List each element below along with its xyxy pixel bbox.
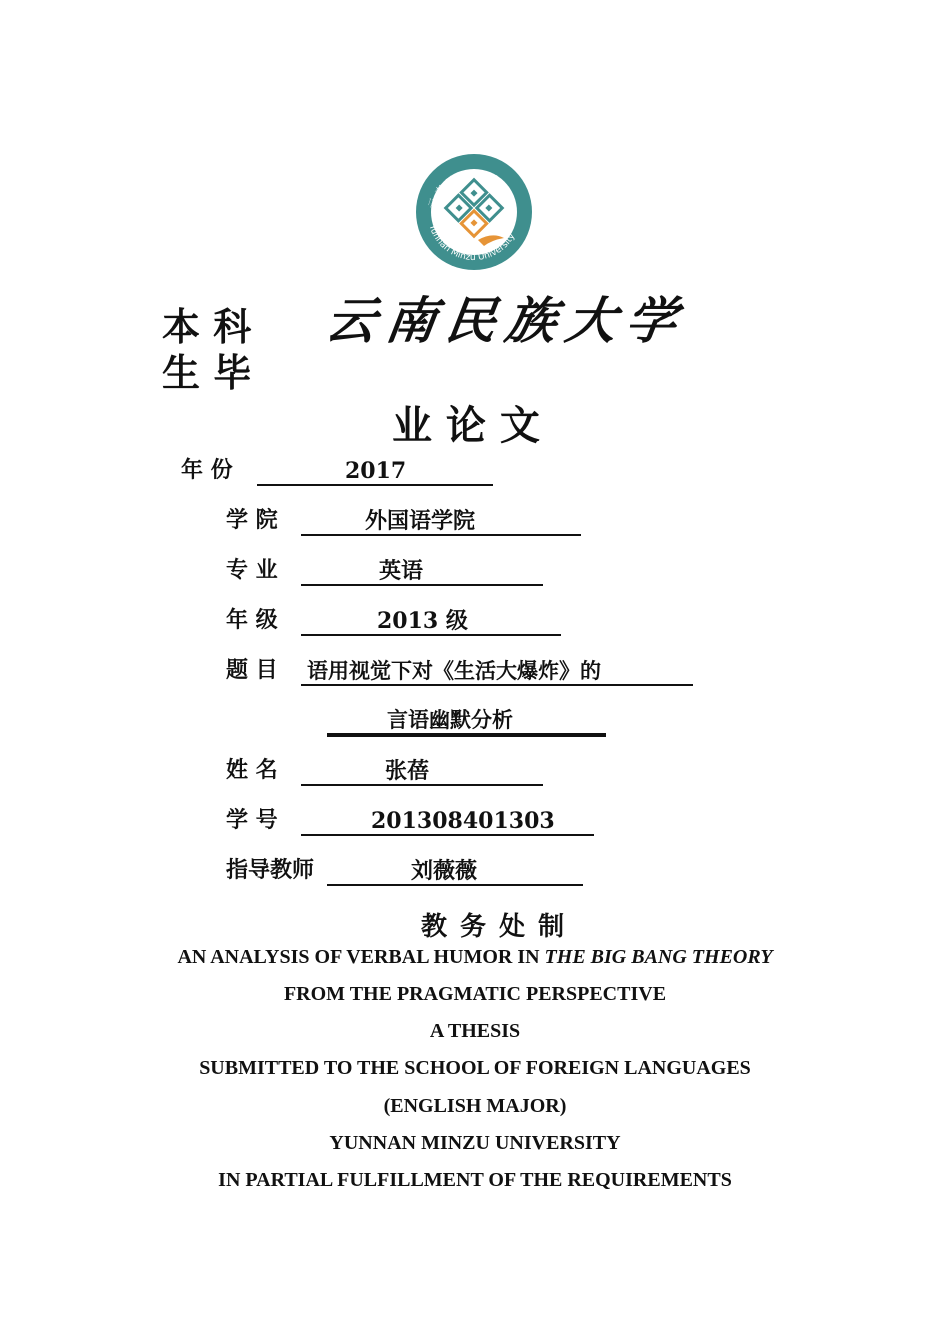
heading-row2-left: 生 毕 [162,351,252,395]
name-label: 姓 名 [226,757,278,783]
heading-row3: 业 论 文 [392,403,540,449]
major-field [301,558,543,586]
name-value: 张蓓 [385,758,430,784]
english-title-line1 [0,947,950,967]
english-fulfillment-line: IN PARTIAL FULFILLMENT OF THE REQUIREMENTS [218,1169,732,1191]
advisor-field [327,858,583,886]
svg-text:Yunnan Minzu University: Yunnan Minzu University [426,223,518,264]
title-value-line2: 言语幽默分析 [387,707,513,732]
title-value-line1: 语用视觉下对《生活大爆炸》的 [307,658,601,683]
university-seal-logo [408,148,540,274]
english-submitted-line: SUBMITTED TO THE SCHOOL OF FOREIGN LANGUAGES [199,1057,751,1079]
title-field-line2 [327,707,606,737]
issuing-office: 教 务 处 制 [421,912,567,942]
title-label: 题 目 [226,657,278,683]
grade-value: 2013 级 [377,608,468,634]
english-thesis-line: A THESIS [429,1020,521,1042]
english-title-line1-text: AN ANALYSIS OF VERBAL HUMOR IN [177,946,545,968]
student-id-field [301,808,594,836]
english-university-line: YUNNAN MINZU UNIVERSITY [329,1132,621,1154]
advisor-label: 指导教师 [226,857,315,883]
major-value: 英语 [379,558,424,584]
major-label: 专 业 [226,557,278,583]
year-value: 2017 [345,458,407,484]
student-id-value: 201308401303 [371,808,555,834]
english-title-line2: FROM THE PRAGMATIC PERSPECTIVE [283,983,667,1005]
title-field-line1 [301,658,693,686]
name-field [301,758,543,786]
grade-field [301,608,561,636]
english-title-italic: THE BIG BANG THEORY [544,946,773,968]
year-field [257,458,493,486]
svg-text:云 南 民 族 大 学: 云 南 民 族 大 学 [426,169,498,212]
year-label: 年 份 [181,457,233,483]
english-major-line: (ENGLISH MAJOR) [383,1095,567,1117]
grade-label: 年 级 [226,607,278,633]
student-id-label: 学 号 [226,807,278,833]
college-value: 外国语学院 [365,508,476,534]
heading-row1-left: 本 科 [162,305,252,349]
college-label: 学 院 [226,507,278,533]
college-field [301,508,581,536]
advisor-value: 刘薇薇 [411,858,478,884]
university-calligraphy: 云南民族大学 [321,291,691,350]
